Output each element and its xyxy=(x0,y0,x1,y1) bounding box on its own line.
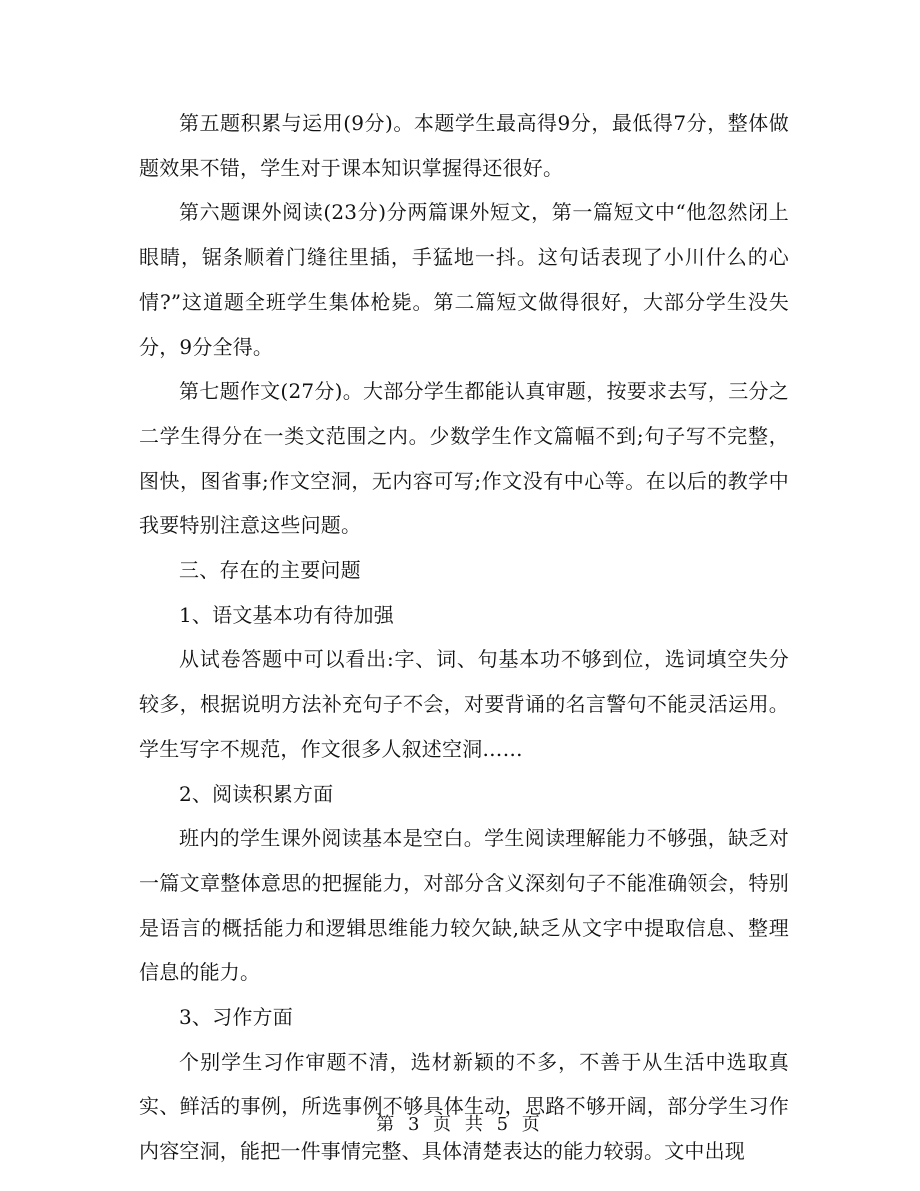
paragraph-reading: 班内的学生课外阅读基本是空白。学生阅读理解能力不够强，缺乏对一篇文章整体意思的把握能力，对部分含义深刻句子不能准确领会，特别是语言的概括能力和逻辑思维能力较欠缺,缺乏从文字中提取信息、整理信息的能力。 xyxy=(139,826,789,985)
page-number-footer: 第 3 页 共 5 页 xyxy=(376,1114,544,1135)
subheading-writing: 3、习作方面 xyxy=(179,1005,293,1030)
page-body xyxy=(139,101,789,1174)
subheading-reading: 2、阅读积累方面 xyxy=(179,781,334,806)
paragraph-basics: 从试卷答题中可以看出:字、词、句基本功不够到位，选词填空失分较多，根据说明方法补充句子不会，对要背诵的名言警句不能灵活运用。学生写字不规范，作文很多人叙述空洞…… xyxy=(139,647,789,761)
section-heading-problems: 三、存在的主要问题 xyxy=(179,558,361,583)
paragraph-writing: 个别学生习作审题不清，选材新颖的不多，不善于从生活中选取真实、鲜活的事例，所选事例不够具体生动，思路不够开阔，部分学生习作内容空洞，能把一件事情完整、具体清楚表达的能力较弱。文中出现 xyxy=(139,1049,789,1164)
paragraph-exam-q5: 第五题积累与运用(9分)。本题学生最高得9分，最低得7分，整体做题效果不错，学生对于课本知识掌握得还很好。 xyxy=(139,111,789,180)
subheading-basics: 1、语文基本功有待加强 xyxy=(179,602,394,627)
paragraph-exam-q7: 第七题作文(27分)。大部分学生都能认真审题，按要求去写，三分之二学生得分在一类文范围之内。少数学生作文篇幅不到;句子写不完整，图快，图省事;作文空洞，无内容可写;作文没有中心等。在以后的教学中我要特别注意这些问题。 xyxy=(139,379,789,538)
paragraph-exam-q6: 第六题课外阅读(23分)分两篇课外短文，第一篇短文中“他忽然闭上眼睛，锯条顺着门缝往里插，手猛地一抖。这句话表现了小川什么的心情?”这道题全班学生集体枪毙。第二篇短文做得很好，大部分学生没失分，9分全得。 xyxy=(139,200,789,359)
